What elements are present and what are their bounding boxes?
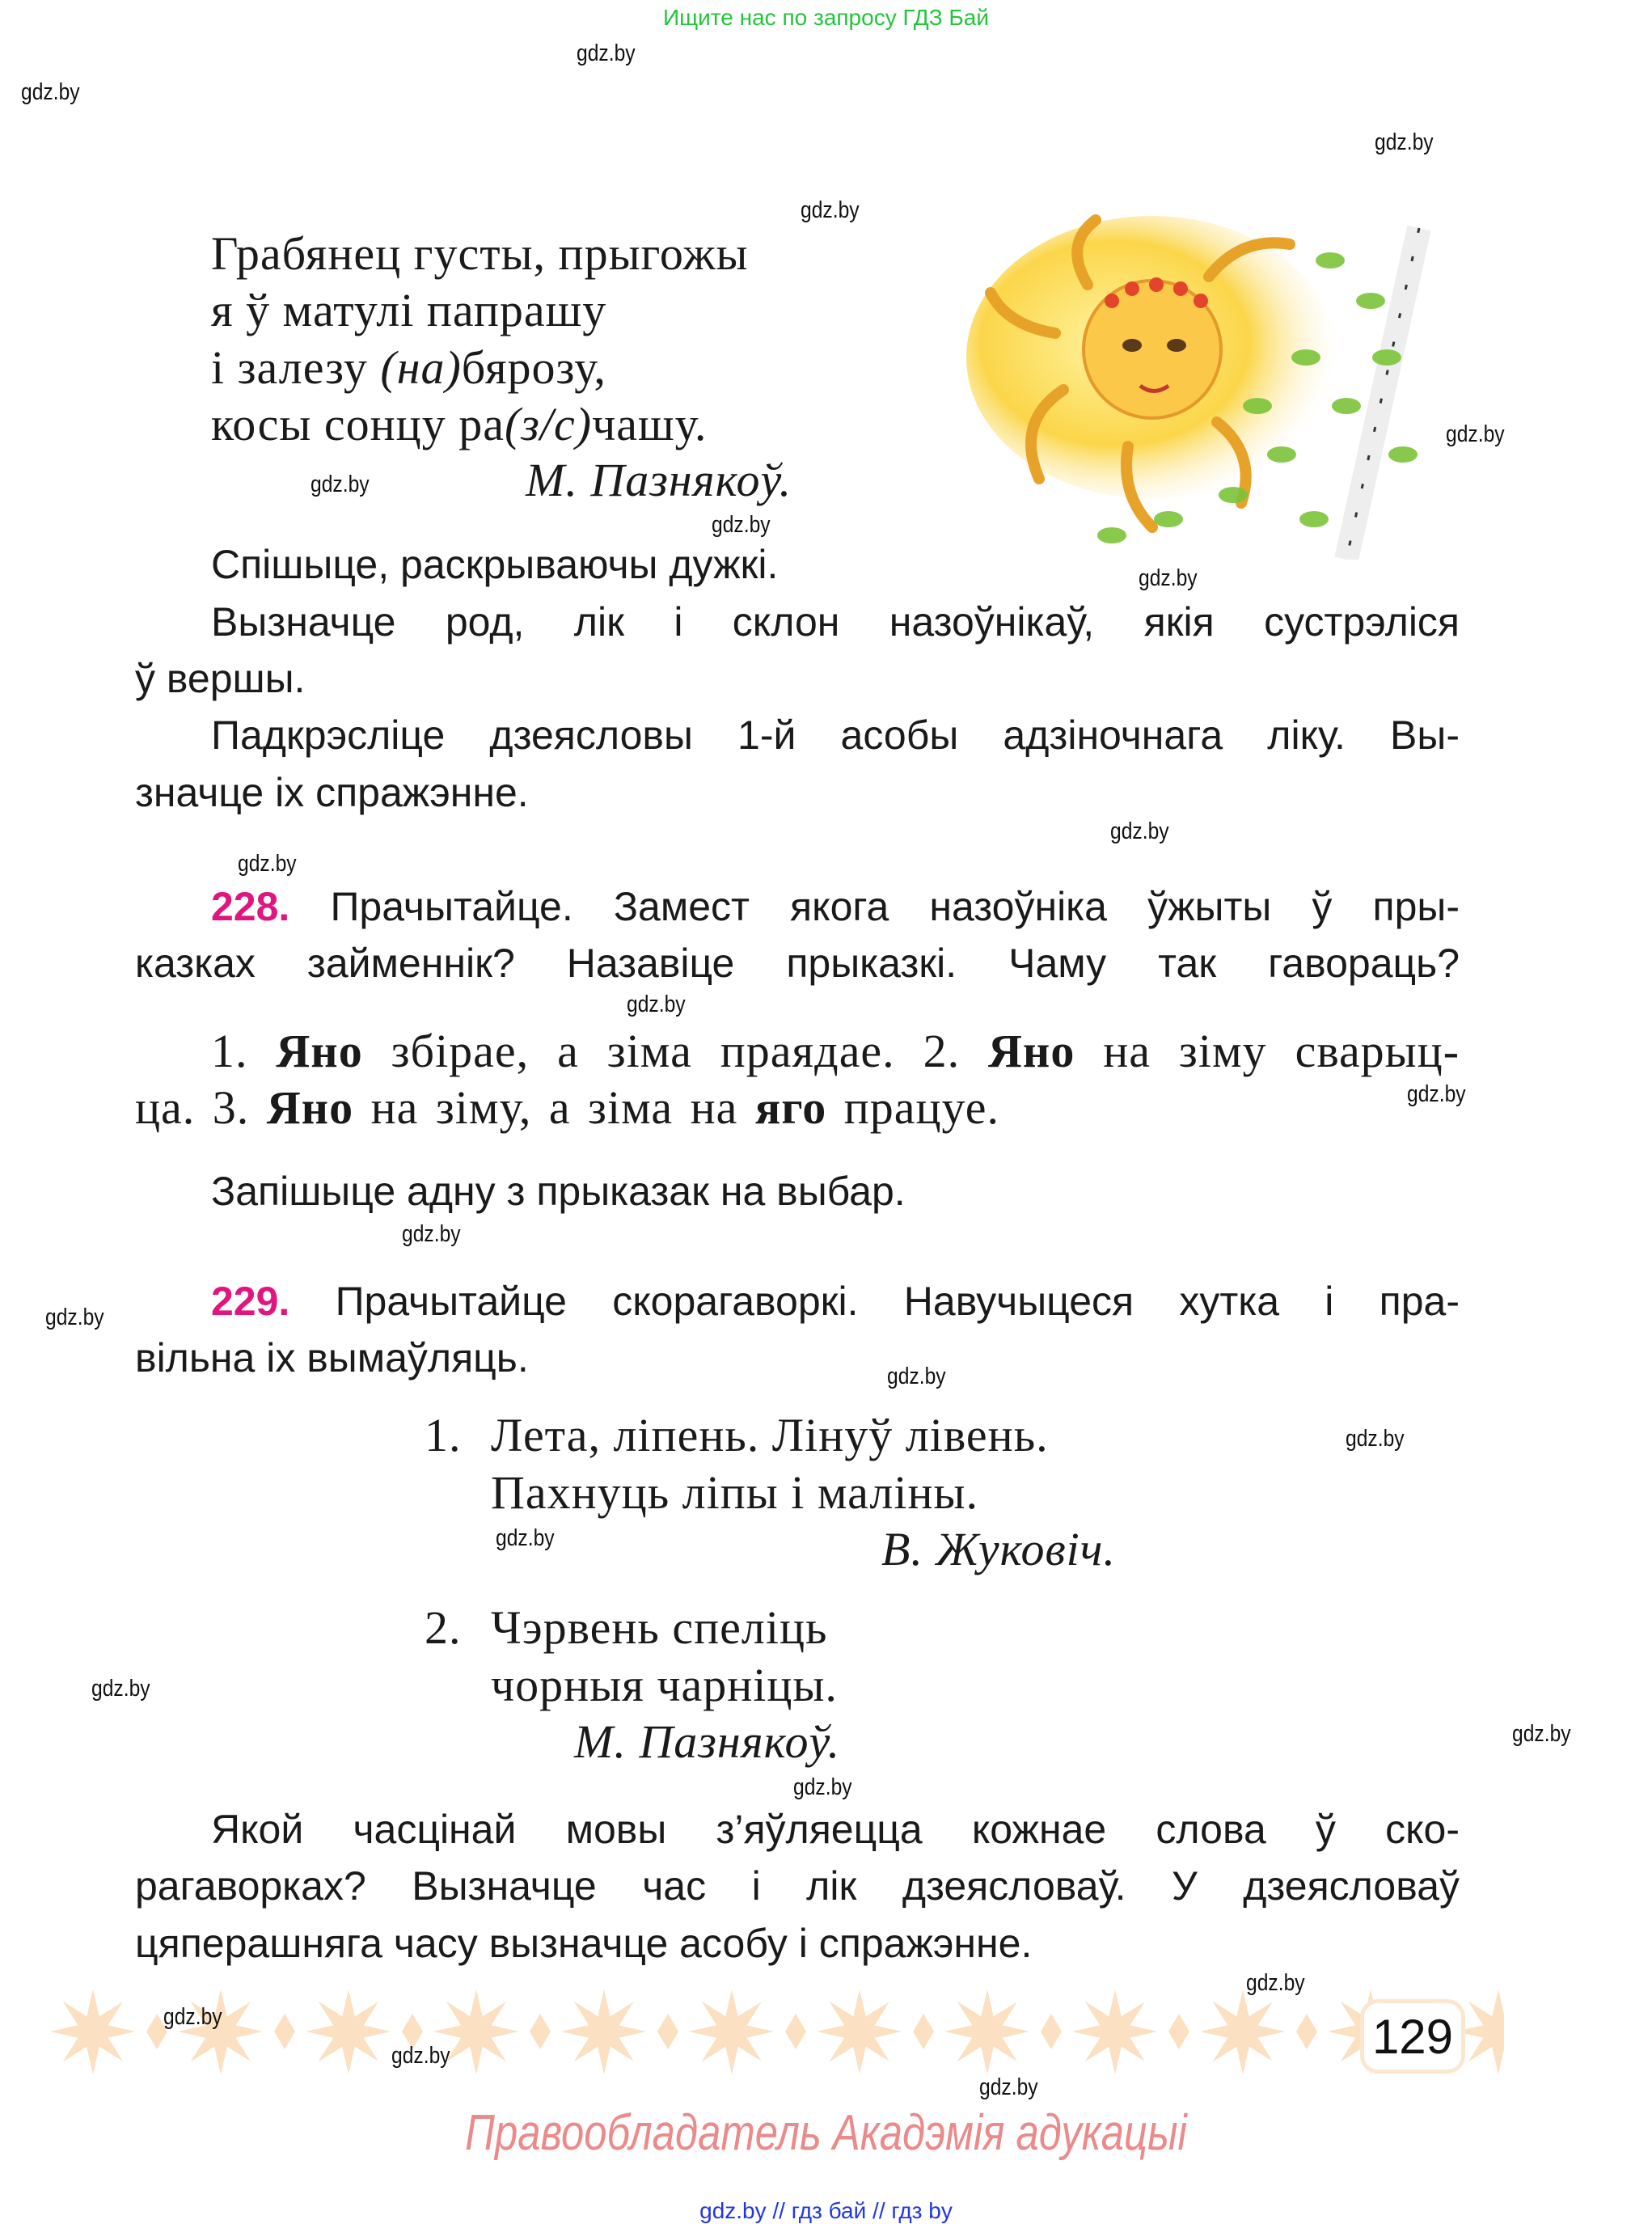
poem-line: косы сонцу ра(з/с)чашу. <box>211 398 708 450</box>
watermark: gdz.by <box>311 471 370 497</box>
question-text: цяперашняга часу вызначце асобу і спражэнне. <box>135 1921 1033 1966</box>
watermark: gdz.by <box>391 2043 450 2069</box>
task-text: Спішыце, раскрываючы дужкі. <box>211 542 779 587</box>
watermark: gdz.by <box>627 991 686 1017</box>
watermark: gdz.by <box>402 1221 461 1247</box>
watermark: gdz.by <box>801 197 860 223</box>
exercise-number: 228. <box>211 884 290 929</box>
tongue-twister-number: 2. <box>425 1601 462 1654</box>
ornament-star <box>1200 1989 1317 2074</box>
proverb-line: ца. 3. Яно на зіму, а зіма на яго працуе. <box>135 1081 1000 1134</box>
header-banner[interactable]: Ищите нас по запросу ГДЗ Бай <box>662 5 990 30</box>
task-text: Падкрэсліце дзеясловы 1-й асобы адзіночнага ліку. Вы- <box>211 712 1460 758</box>
exercise-228-heading: 228. Прачытайце. Замест якога назоўніка ўжыты ў пры- <box>211 884 1460 929</box>
tongue-twister-line: Пахнуць ліпы і маліны. <box>491 1466 978 1519</box>
ornament-star <box>689 1989 806 2074</box>
watermark: gdz.by <box>1375 129 1434 155</box>
watermark: gdz.by <box>496 1525 555 1551</box>
poem-author: М. Пазнякоў. <box>526 454 792 506</box>
ornament-band <box>8 1989 1504 2074</box>
watermark: gdz.by <box>793 1774 852 1800</box>
watermark: gdz.by <box>1407 1081 1466 1107</box>
tongue-twister-number: 1. <box>425 1409 462 1461</box>
ornament-star <box>944 1989 1062 2074</box>
poem-line: я ў матулі папрашу <box>211 284 607 336</box>
watermark: gdz.by <box>887 1364 946 1389</box>
question-text: рагаворках? Вызначце час і лік дзеясловаў. У дзеясловаў <box>135 1863 1460 1909</box>
task-text: Вызначце род, лік і склон назоўнікаў, якія сустрэліся <box>211 599 1460 645</box>
footer-links[interactable]: gdz.by // гдз бай // гдз by <box>699 2198 953 2223</box>
exercise-229-heading: 229. Прачытайце скорагаворкі. Навучыцеся хутка і пра- <box>211 1279 1460 1324</box>
watermark: gdz.by <box>1446 421 1505 447</box>
page-number: 129 <box>1360 1999 1465 2074</box>
watermark: gdz.by <box>1139 565 1198 591</box>
watermark: gdz.by <box>21 79 80 105</box>
watermark: gdz.by <box>163 2004 222 2030</box>
task-text: ў вершы. <box>135 656 306 701</box>
watermark: gdz.by <box>979 2074 1038 2100</box>
question-text: Якой часцінай мовы з’яўляецца кожнае слова ў ско- <box>211 1807 1460 1852</box>
exercise-text: казках займеннік? Назавіце прыказкі. Чаму так гавораць? <box>135 941 1460 986</box>
watermark: gdz.by <box>238 851 297 877</box>
tongue-twister-line: Лета, ліпень. Лінуў лівень. <box>491 1409 1049 1461</box>
exercise-number: 229. <box>211 1279 290 1324</box>
watermark: gdz.by <box>1110 818 1169 844</box>
ornament-star <box>50 1989 167 2074</box>
ornament-star <box>561 1989 678 2074</box>
tongue-twister-author: В. Жуковіч. <box>881 1523 1116 1575</box>
sun-birch-illustration <box>966 212 1460 560</box>
watermark: gdz.by <box>45 1304 104 1330</box>
watermark: gdz.by <box>1346 1426 1405 1452</box>
poem-line: Грабянец густы, прыгожы <box>211 227 749 280</box>
task-text: значце іх спражэнне. <box>135 770 529 815</box>
ornament-star <box>178 1989 295 2074</box>
ornament-star <box>1072 1989 1189 2074</box>
watermark: gdz.by <box>91 1676 150 1702</box>
tongue-twister-line: чорныя чарніцы. <box>491 1659 838 1711</box>
exercise-text: вільна іх вымаўляць. <box>135 1335 529 1380</box>
watermark: gdz.by <box>1512 1721 1571 1747</box>
poem-line: і залезу (на)бярозу, <box>211 341 606 394</box>
watermark: gdz.by <box>577 40 636 66</box>
tongue-twister-author: М. Пазнякоў. <box>574 1715 841 1768</box>
ornament-star <box>817 1989 934 2074</box>
copyright-notice: Правообладатель Акадэмія адукацыі <box>465 2105 1187 2161</box>
watermark: gdz.by <box>712 512 771 538</box>
ornament-star <box>433 1989 551 2074</box>
proverb-line: 1. Яно збірае, а зіма праядае. 2. Яно на зіму сварыц- <box>211 1025 1460 1077</box>
task-text: Запішыце адну з прыказак на выбар. <box>211 1169 906 1214</box>
tongue-twister-line: Чэрвень спеліць <box>491 1601 828 1654</box>
watermark: gdz.by <box>1246 1970 1305 1996</box>
